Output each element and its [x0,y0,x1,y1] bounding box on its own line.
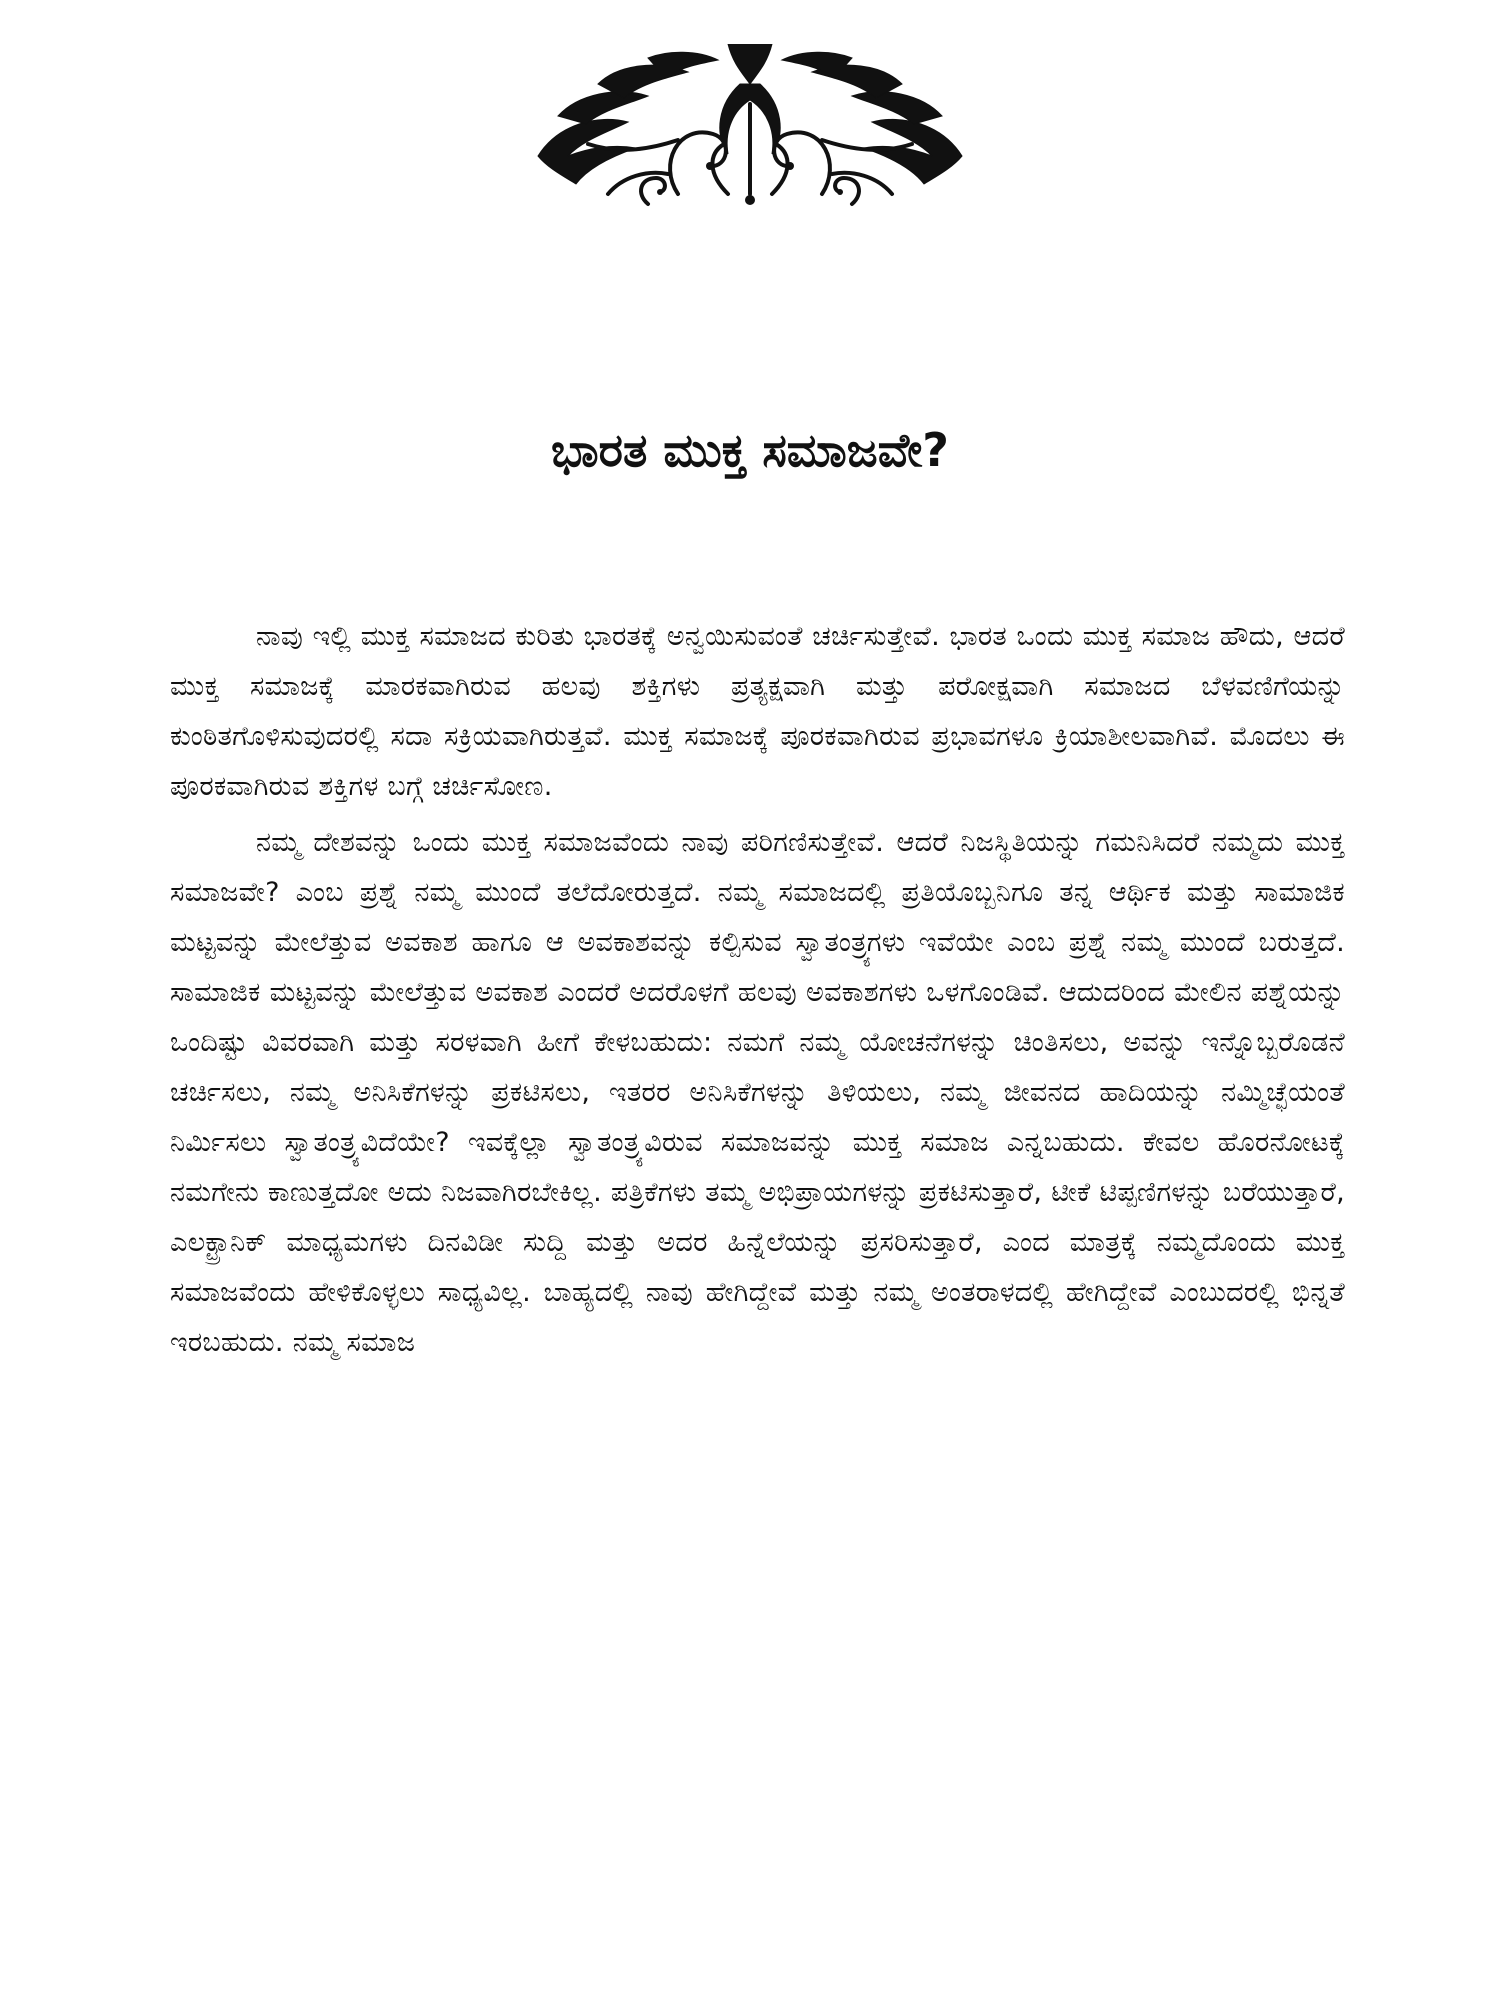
chapter-body [170,612,1345,1374]
paragraph: ನಮ್ಮ ದೇಶವನ್ನು ಒಂದು ಮುಕ್ತ ಸಮಾಜವೆಂದು ನಾವು ಪರಿಗಣಿಸುತ್ತೇವೆ. ಆದರೆ ನಿಜಸ್ಥಿತಿಯನ್ನು ಗಮನಿಸಿದರೆ ನಮ್ಮದು ಮುಕ್ತ ಸಮಾಜವೇ? ಎಂಬ ಪ್ರಶ್ನೆ ನಮ್ಮ ಮುಂದೆ ತಲೆದೋರುತ್ತದೆ. ನಮ್ಮ ಸಮಾಜದಲ್ಲಿ ಪ್ರತಿಯೊಬ್ಬನಿಗೂ ತನ್ನ ಆರ್ಥಿಕ ಮತ್ತು ಸಾಮಾಜಿಕ ಮಟ್ಟವನ್ನು ಮೇಲೆತ್ತುವ ಅವಕಾಶ ಹಾಗೂ ಆ ಅವಕಾಶವನ್ನು ಕಲ್ಪಿಸುವ ಸ್ವಾತಂತ್ರ್ಯಗಳು ಇವೆಯೇ ಎಂಬ ಪ್ರಶ್ನೆ ನಮ್ಮ ಮುಂದೆ ಬರುತ್ತದೆ. ಸಾಮಾಜಿಕ ಮಟ್ಟವನ್ನು ಮೇಲೆತ್ತುವ ಅವಕಾಶ ಎಂದರೆ ಅದರೊಳಗೆ ಹಲವು ಅವಕಾಶಗಳು ಒಳಗೊಂಡಿವೆ. ಆದುದರಿಂದ ಮೇಲಿನ ಪಶ್ನೆಯನ್ನು ಒಂದಿಷ್ಟು ವಿವರವಾಗಿ ಮತ್ತು ಸರಳವಾಗಿ ಹೀಗೆ ಕೇಳಬಹುದು: ನಮಗೆ ನಮ್ಮ ಯೋಚನೆಗಳನ್ನು ಚಿಂತಿಸಲು, ಅವನ್ನು ಇನ್ನೊಬ್ಬರೊಡನೆ ಚರ್ಚಿಸಲು, ನಮ್ಮ ಅನಿಸಿಕೆಗಳನ್ನು ಪ್ರಕಟಿಸಲು, ಇತರರ ಅನಿಸಿಕೆಗಳನ್ನು ತಿಳಿಯಲು, ನಮ್ಮ ಜೀವನದ ಹಾದಿಯನ್ನು ನಮ್ಮಿಚ್ಛೆಯಂತೆ ನಿರ್ಮಿಸಲು ಸ್ವಾತಂತ್ರ್ಯವಿದೆಯೇ? ಇವಕ್ಕೆಲ್ಲಾ ಸ್ವಾತಂತ್ರ್ಯವಿರುವ ಸಮಾಜವನ್ನು ಮುಕ್ತ ಸಮಾಜ ಎನ್ನಬಹುದು. ಕೇವಲ ಹೊರನೋಟಕ್ಕೆ ನಮಗೇನು ಕಾಣುತ್ತದೋ ಅದು ನಿಜವಾಗಿರಬೇಕಿಲ್ಲ. ಪತ್ರಿಕೆಗಳು ತಮ್ಮ ಅಭಿಪ್ರಾಯಗಳನ್ನು ಪ್ರಕಟಿಸುತ್ತಾರೆ, ಟೀಕೆ ಟಿಪ್ಪಣಿಗಳನ್ನು ಬರೆಯುತ್ತಾರೆ, ಎಲಕ್ಟ್ರಾನಿಕ್ ಮಾಧ್ಯಮಗಳು ದಿನವಿಡೀ ಸುದ್ದಿ ಮತ್ತು ಅದರ ಹಿನ್ನೆಲೆಯನ್ನು ಪ್ರಸರಿಸುತ್ತಾರೆ, ಎಂದ ಮಾತ್ರಕ್ಕೆ ನಮ್ಮದೊಂದು ಮುಕ್ತ ಸಮಾಜವೆಂದು ಹೇಳಿಕೊಳ್ಳಲು ಸಾಧ್ಯವಿಲ್ಲ. ಬಾಹ್ಯದಲ್ಲಿ ನಾವು ಹೇಗಿದ್ದೇವೆ ಮತ್ತು ನಮ್ಮ ಅಂತರಾಳದಲ್ಲಿ ಹೇಗಿದ್ದೇವೆ ಎಂಬುದರಲ್ಲಿ ಭಿನ್ನತೆ ಇರಬಹುದು. ನಮ್ಮ ಸಮಾಜ [170,827,1345,1358]
floral-ornament-icon [528,44,972,214]
paragraph: ನಾವು ಇಲ್ಲಿ ಮುಕ್ತ ಸಮಾಜದ ಕುರಿತು ಭಾರತಕ್ಕೆ ಅನ್ವಯಿಸುವಂತೆ ಚರ್ಚಿಸುತ್ತೇವೆ. ಭಾರತ ಒಂದು ಮುಕ್ತ ಸಮಾಜ ಹೌದು, ಆದರೆ ಮುಕ್ತ ಸಮಾಜಕ್ಕೆ ಮಾರಕವಾಗಿರುವ ಹಲವು ಶಕ್ತಿಗಳು ಪ್ರತ್ಯಕ್ಷವಾಗಿ ಮತ್ತು ಪರೋಕ್ಷವಾಗಿ ಸಮಾಜದ ಬೆಳವಣಿಗೆಯನ್ನು ಕುಂಠಿತಗೊಳಿಸುವುದರಲ್ಲಿ ಸದಾ ಸಕ್ರಿಯವಾಗಿರುತ್ತವೆ. ಮುಕ್ತ ಸಮಾಜಕ್ಕೆ ಪೂರಕವಾಗಿರುವ ಪ್ರಭಾವಗಳೂ ಕ್ರಿಯಾಶೀಲವಾಗಿವೆ. ಮೊದಲು ಈ ಪೂರಕವಾಗಿರುವ ಶಕ್ತಿಗಳ ಬಗ್ಗೆ ಚರ್ಚಿಸೋಣ. [170,621,1345,802]
chapter-title: ಭಾರತ ಮುಕ್ತ ಸಮಾಜವೇ? [550,423,949,477]
